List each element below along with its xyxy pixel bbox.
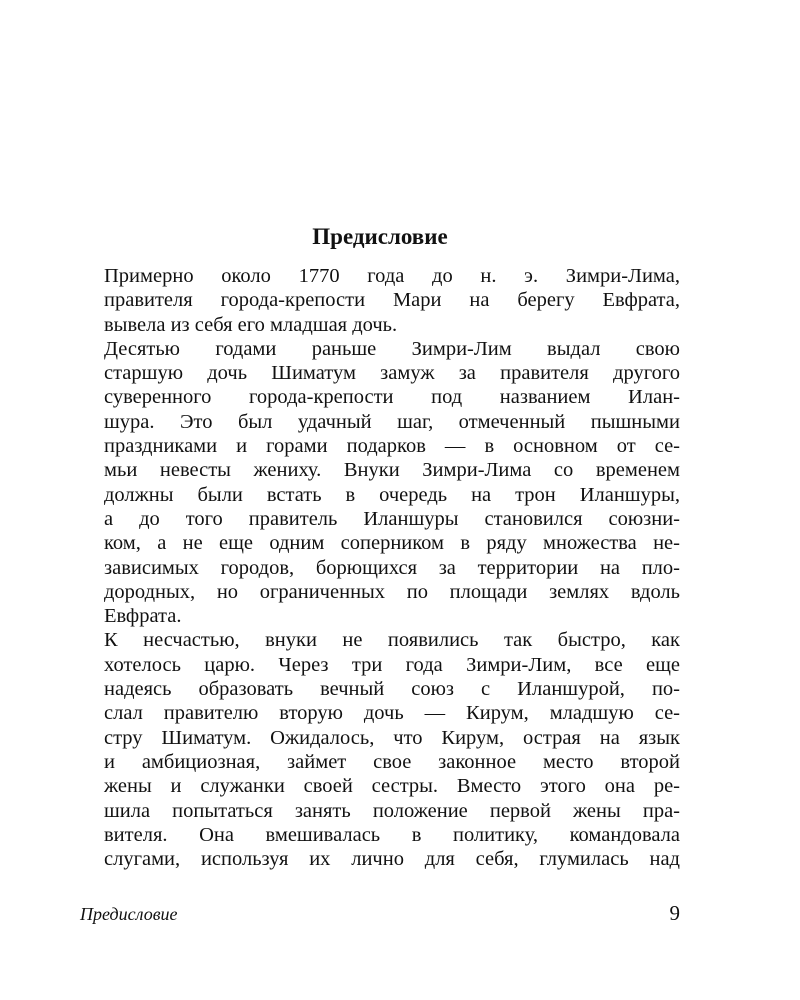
paragraph-2 — [80, 337, 680, 629]
book-page — [80, 0, 680, 1000]
text-line: дородных, но ограниченных по площади землях вдоль — [104, 580, 680, 603]
text-line: и амбициозная, займет свое законное место второй — [104, 750, 680, 773]
text-line: слал правителю вторую дочь — Кирум, младшую се- — [104, 702, 680, 725]
body-text — [80, 264, 680, 871]
text-line: слугами, используя их лично для себя, глумилась над — [104, 848, 680, 871]
text-line: ком, а не еще одним соперником в ряду множества не- — [104, 532, 680, 555]
text-line: Евфрата. — [104, 605, 182, 628]
page-number: 9 — [669, 901, 680, 925]
running-head: Предисловие — [80, 904, 178, 924]
text-line: К несчастью, внуки не появились так быстро, как — [104, 629, 680, 652]
text-line: шура. Это был удачный шаг, отмеченный пышными — [104, 410, 680, 433]
paragraph-1 — [80, 264, 680, 337]
chapter-title: Предисловие — [312, 224, 448, 249]
text-line: должны были встать в очередь на трон Иланшуры, — [104, 483, 680, 506]
page-footer — [80, 900, 680, 928]
text-line: зависимых городов, борющихся за территории на пло- — [104, 556, 680, 579]
text-line: вителя. Она вмешивалась в политику, командовала — [104, 823, 680, 846]
text-line: праздниками и горами подарков — в основном от се- — [104, 435, 680, 458]
text-line: а до того правитель Иланшуры становился союзни- — [104, 507, 680, 530]
text-line: хотелось царю. Через три года Зимри-Лим, все еще — [104, 653, 680, 676]
paragraph-3 — [80, 628, 680, 871]
text-line: шила попытаться занять положение первой жены пра- — [104, 799, 680, 822]
text-line: Примерно около 1770 года до н. э. Зимри-Лима, — [104, 265, 680, 287]
text-line: мьи невесты жениху. Внуки Зимри-Лима со временем — [104, 459, 680, 482]
text-line: жены и служанки своей сестры. Вместо этого она ре- — [104, 775, 680, 798]
text-line: надеясь образовать вечный союз с Иланшурой, по- — [104, 678, 680, 701]
text-line: суверенного города-крепости под названием Илан- — [104, 386, 680, 409]
text-line: правителя города-крепости Мари на берегу Евфрата, — [104, 289, 680, 312]
text-line: стру Шиматум. Ожидалось, что Кирум, острая на язык — [104, 726, 680, 749]
text-line: вывела из себя его младшая дочь. — [104, 313, 398, 336]
text-line: Десятью годами раньше Зимри-Лим выдал свою — [104, 337, 680, 360]
text-line: старшую дочь Шиматум замуж за правителя другого — [104, 362, 680, 385]
